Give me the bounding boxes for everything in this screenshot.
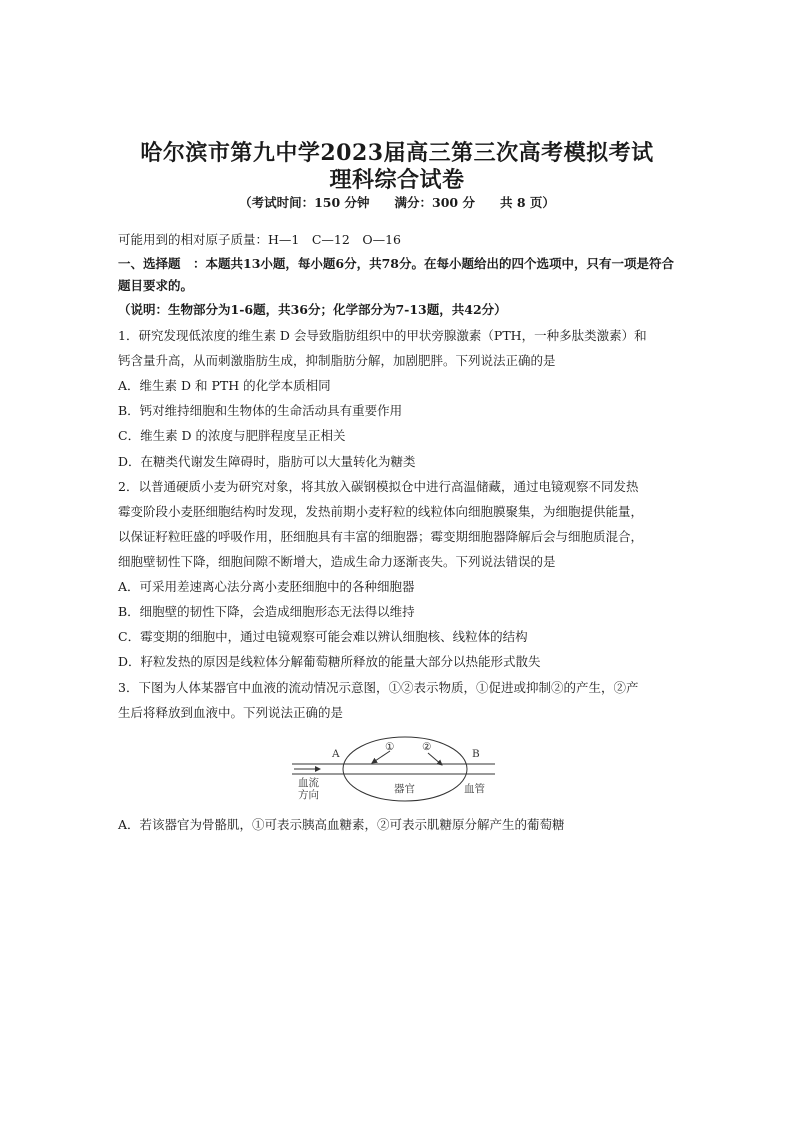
question-1-option-c: C．维生素 D 的浓度与肥胖程度呈正相关 bbox=[118, 428, 346, 443]
question-2-option-b: B．细胞壁的韧性下降，会造成细胞形态无法得以维持 bbox=[118, 604, 415, 619]
question-2-stem-cont: 霉变阶段小麦胚细胞结构时发现，发热前期小麦籽粒的线粒体向细胞膜聚集，为细胞提供能量， bbox=[118, 504, 644, 519]
section-heading: 一、选择题 ：本题共13小题，每小题6分，共78分。在每小题给出的四个选项中，只有一项是符合 bbox=[118, 256, 674, 271]
atomic-masses: 可能用到的相对原子质量：H—1 C—12 O—16 bbox=[118, 232, 401, 247]
exam-subject-title: 理科综合试卷 bbox=[329, 167, 465, 193]
label-flow-2: 方向 bbox=[298, 789, 319, 801]
substance-2-arrow bbox=[428, 753, 442, 765]
label-substance-2: ② bbox=[422, 741, 432, 753]
question-1-option-d: D．在糖类代谢发生障碍时，脂肪可以大量转化为糖类 bbox=[118, 454, 416, 469]
question-2-stem-cont: 以保证籽粒旺盛的呼吸作用，胚细胞具有丰富的细胞器；霉变期细胞器降解后会与细胞质混合， bbox=[118, 529, 644, 544]
question-1-option-a: A．维生素 D 和 PTH 的化学本质相同 bbox=[118, 378, 331, 393]
question-1-option-b: B．钙对维持细胞和生物体的生命活动具有重要作用 bbox=[118, 403, 403, 418]
label-a: A bbox=[332, 748, 340, 760]
question-2-option-d: D．籽粒发热的原因是线粒体分解葡萄糖所释放的能量大部分以热能形式散失 bbox=[118, 654, 541, 669]
question-2-option-c: C．霉变期的细胞中，通过电镜观察可能会难以辨认细胞核、线粒体的结构 bbox=[118, 629, 528, 644]
question-3-stem: 3．下图为人体某器官中血液的流动情况示意图，①②表示物质，①促进或抑制②的产生，②产 bbox=[118, 680, 639, 695]
question-3-stem-cont: 生后将释放到血液中。下列说法正确的是 bbox=[118, 705, 344, 720]
label-vessel: 血管 bbox=[464, 783, 485, 795]
question-1-stem: 1．研究发现低浓度的维生素 D 会导致脂肪组织中的甲状旁腺激素（PTH，一种多肽类激素）和 bbox=[118, 328, 647, 343]
question-1-stem-cont: 钙含量升高，从而刺激脂肪生成，抑制脂肪分解，加剧肥胖。下列说法正确的是 bbox=[118, 353, 556, 368]
question-2-stem: 2．以普通硬质小麦为研究对象，将其放入碳钢模拟仓中进行高温储藏，通过电镜观察不同发热 bbox=[118, 479, 639, 494]
question-3-option-a: A．若该器官为骨骼肌，①可表示胰高血糖素，②可表示肌糖原分解产生的葡萄糖 bbox=[118, 817, 565, 832]
exam-info: （考试时间：150 分钟 满分：300 分 共 8 页） bbox=[239, 195, 555, 210]
question-2-option-a: A．可采用差速离心法分离小麦胚细胞中的各种细胞器 bbox=[118, 579, 415, 594]
question-2-stem-cont: 细胞壁韧性下降，细胞间隙不断增大，造成生命力逐渐丧失。下列说法错误的是 bbox=[118, 554, 556, 569]
blood-flow-diagram bbox=[290, 733, 510, 805]
label-substance-1: ① bbox=[385, 741, 395, 753]
label-flow-1: 血流 bbox=[298, 777, 319, 789]
label-organ: 器官 bbox=[394, 783, 415, 795]
section-note: （说明：生物部分为1-6题，共36分；化学部分为7-13题，共42分） bbox=[118, 302, 507, 317]
label-b: B bbox=[472, 748, 480, 760]
section-heading-cont: 题目要求的。 bbox=[118, 278, 194, 293]
exam-title: 哈尔滨市第九中学2023届高三第三次高考模拟考试 bbox=[140, 140, 654, 166]
